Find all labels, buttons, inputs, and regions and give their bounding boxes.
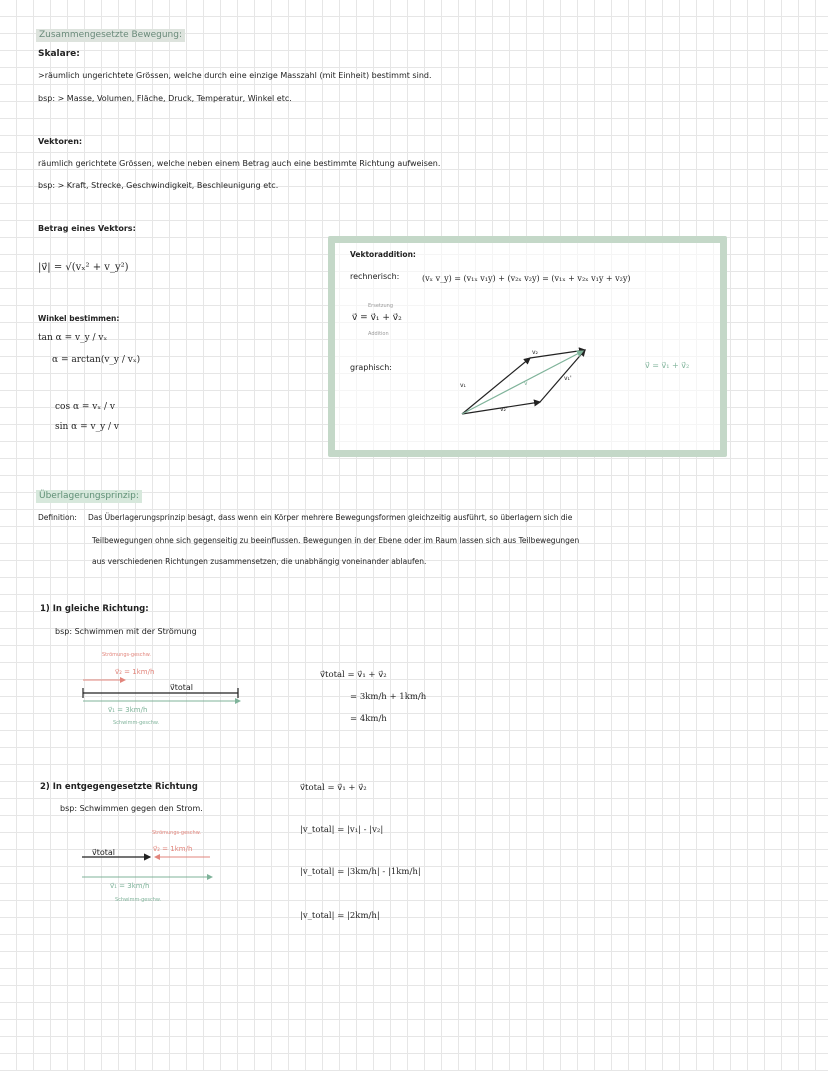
skalare-example: bsp: > Masse, Volumen, Fläche, Druck, Temperatur, Winkel etc.	[38, 94, 292, 103]
case1-vtotal-label: v⃗total	[170, 683, 194, 692]
label-v1-prime: v₁'	[564, 375, 572, 382]
arctan-formula: α = arctan(v_y / vₓ)	[52, 355, 141, 365]
betrag-formula: |v⃗| = √(vₓ² + v_y²)	[38, 262, 129, 273]
skalare-heading: Skalare:	[38, 49, 80, 59]
case1-eq2: = 3km/h + 1km/h	[350, 692, 427, 702]
vector-v1-prime	[540, 350, 585, 402]
rechnerisch-label: rechnerisch:	[350, 272, 400, 281]
vektoren-definition: räumlich gerichtete Grössen, welche neben einem Betrag auch eine bestimmte Richtung aufweisen.	[38, 159, 441, 168]
ueberlagerung-heading: Überlagerungsprinzip:	[36, 490, 142, 503]
note-addition: Addition	[368, 331, 389, 337]
case1-eq3: = 4km/h	[350, 714, 387, 724]
parallelogram-diagram	[462, 350, 585, 414]
case2-v2-label: v⃗₂ = 1km/h	[153, 845, 193, 853]
case2-example: bsp: Schwimmen gegen den Strom.	[60, 804, 203, 813]
graph-result: v⃗ = v⃗₁ + v⃗₂	[645, 361, 690, 370]
case2-eq1: v⃗total = v⃗₁ + v⃗₂	[300, 783, 367, 793]
case1-eq1: v⃗total = v⃗₁ + v⃗₂	[320, 670, 387, 680]
case2-v1-label: v⃗₁ = 3km/h	[110, 882, 150, 890]
definition-label: Definition:	[38, 513, 77, 522]
definition-line-2: Teilbewegungen ohne sich gegenseitig zu beeinflussen. Bewegungen in der Ebene oder im Raum lassen sich aus Teilbewegungen	[92, 536, 580, 545]
note-ersetzung: Ersetzung	[368, 303, 393, 309]
case2-v1-note: Schwimm-geschw.	[115, 897, 162, 903]
sin-formula: sin α = v_y / v	[55, 422, 120, 432]
case1-example: bsp: Schwimmen mit der Strömung	[55, 627, 197, 636]
definition-line-1: Das Überlagerungsprinzip besagt, dass wenn ein Körper mehrere Bewegungsformen gleichzeitig ausführt, so überlagern sich die	[88, 513, 573, 522]
case1-heading: 1) In gleiche Richtung:	[40, 604, 149, 614]
label-v: v	[524, 380, 528, 387]
rechnerisch-formula: (vₓ v_y) = (v₁ₓ v₁y) + (v₂ₓ v₂y) = (v₁ₓ + v₂ₓ v₁y + v₂y)	[422, 274, 631, 283]
case2-vtotal-label: v⃗total	[92, 848, 116, 857]
definition-line-3: aus verschiedenen Richtungen zusammensetzen, die unabhängig voneinander ablaufen.	[92, 557, 427, 566]
cos-formula: cos α = vₓ / v	[55, 402, 116, 412]
label-v2-prime: v₂'	[500, 406, 508, 413]
case1-v2-label: v⃗₂ = 1km/h	[115, 668, 155, 676]
vektoren-heading: Vektoren:	[38, 137, 83, 146]
skalare-definition: >räumlich ungerichtete Grössen, welche durch eine einzige Masszahl (mit Einheit) bestimmt sind.	[38, 71, 432, 80]
betrag-heading: Betrag eines Vektors:	[38, 224, 136, 233]
case2-heading: 2) In entgegengesetzte Richtung	[40, 782, 198, 792]
case2-eq3: |v_total| = |3km/h| - |1km/h|	[300, 867, 421, 877]
case1-v1-label: v⃗₁ = 3km/h	[108, 706, 148, 714]
label-v1: v₁	[460, 382, 466, 389]
case1-v1-note: Schwimm-geschw.	[113, 720, 160, 726]
sum-formula: v⃗ = v⃗₁ + v⃗₂	[352, 313, 402, 323]
case2-diagram	[82, 857, 212, 877]
case2-eq2: |v_total| = |v₁| - |v₂|	[300, 825, 384, 835]
page-title: Zusammengesetzte Bewegung:	[36, 29, 185, 42]
case2-eq4: |v_total| = |2km/h|	[300, 911, 380, 921]
graphisch-label: graphisch:	[350, 363, 392, 372]
winkel-heading: Winkel bestimmen:	[38, 314, 120, 323]
tan-formula: tan α = v_y / vₓ	[38, 333, 108, 343]
label-v2: v₂	[532, 349, 538, 356]
case2-v2-note: Strömungs-geschw.	[152, 830, 201, 836]
case1-diagram	[83, 680, 240, 701]
vektoraddition-heading: Vektoraddition:	[350, 250, 416, 259]
vektoren-example: bsp: > Kraft, Strecke, Geschwindigkeit, Beschleunigung etc.	[38, 181, 279, 190]
case1-v2-note: Strömungs-geschw.	[102, 652, 151, 658]
